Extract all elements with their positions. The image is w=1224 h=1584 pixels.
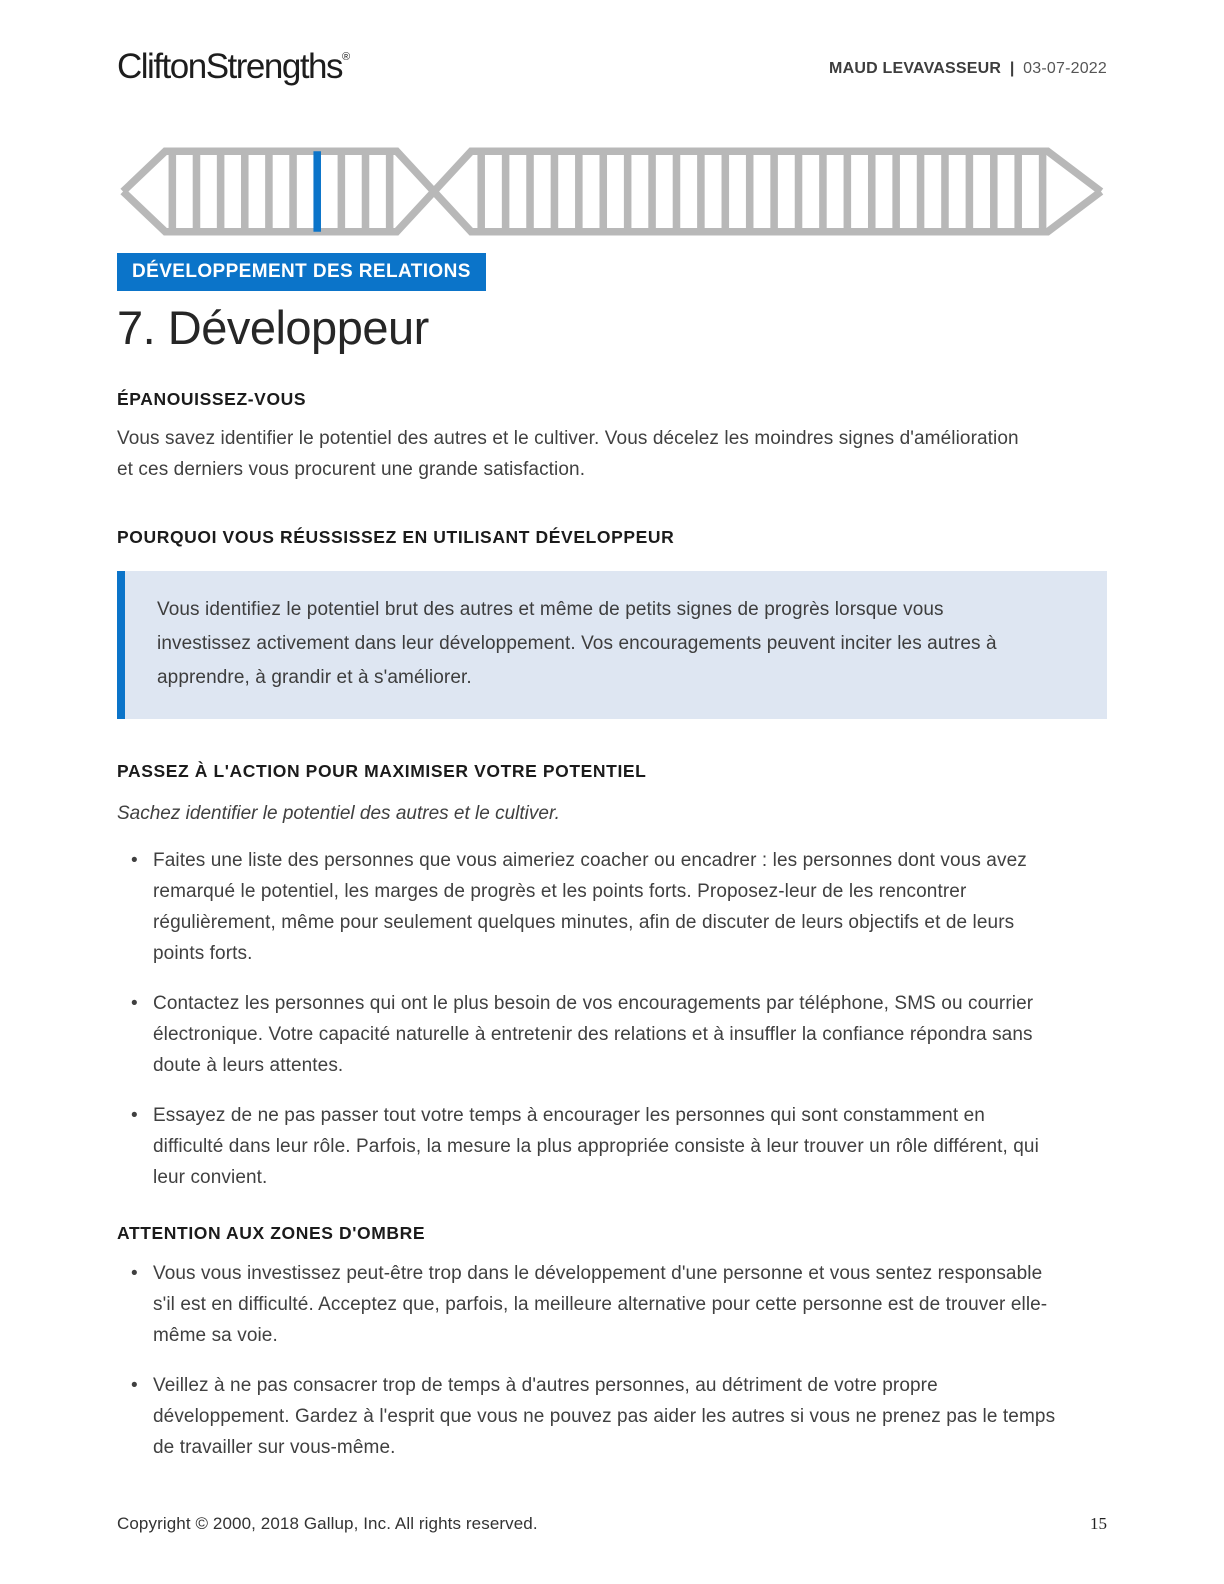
theme-title: 7. Développeur — [117, 300, 429, 354]
insight-quote-text: Vous identifiez le potentiel brut des autres et même de petits signes de progrès lorsque vous investissez activement dans leur développement. Vos encouragements peuvent inciter les autres à apprendre, à grandir et à s'améliorer. — [157, 598, 997, 688]
section-take-action — [117, 761, 1107, 1193]
thrive-heading: ÉPANOUISSEZ-VOUS — [117, 388, 307, 409]
copyright-text: Copyright © 2000, 2018 Gallup, Inc. All rights reserved. — [117, 1514, 538, 1533]
list-item: • Faites une liste des personnes que vous aimeriez coacher ou encadrer : les personnes dont vous avez remarqué le potentiel, les marges de progrès et les points forts. Proposez-leur de les rencontrer régulièrement, même pour seulement quelques minutes, afin de discuter de leurs objectifs et de leurs points forts. — [117, 845, 1057, 969]
list-item: • Contactez les personnes qui ont le plus besoin de vos encouragements par téléphone, SMS ou courrier électronique. Votre capacité naturelle à entretenir des relations et à insuffler la confiance répondra sans doute à leurs attentes. — [117, 988, 1057, 1081]
section-why-succeed — [117, 527, 1107, 719]
page-footer — [117, 1514, 1107, 1534]
section-thrive — [117, 389, 1107, 485]
blindspots-bullet-list — [117, 1258, 1107, 1463]
user-name: MAUD LEVAVASSEUR — [829, 60, 1002, 77]
meta-separator: | — [1009, 60, 1015, 77]
registered-trademark-symbol: ® — [342, 51, 351, 63]
logo-text: CliftonStrengths — [117, 47, 343, 86]
why-heading: POURQUOI VOUS RÉUSSISSEZ EN UTILISANT DÉVELOPPEUR — [117, 526, 675, 547]
strengths-ribbon-svg — [117, 143, 1107, 240]
list-item: • Essayez de ne pas passer tout votre temps à encourager les personnes qui sont constamment en difficulté dans leur rôle. Parfois, la mesure la plus appropriée consiste à leur trouver un rôle différent, qui leur convient. — [117, 1100, 1057, 1193]
list-item: • Vous vous investissez peut-être trop dans le développement d'une personne et vous sentez responsable s'il est en difficulté. Acceptez que, parfois, la meilleure alternative pour cette personne est de trouver elle-même sa voie. — [117, 1258, 1057, 1351]
strengths-ribbon — [117, 143, 1107, 240]
thrive-body: Vous savez identifier le potentiel des autres et le cultiver. Vous décelez les moindres signes d'amélioration et ces derniers vous procurent une grande satisfaction. — [117, 427, 1019, 480]
page-number: 15 — [1090, 1514, 1107, 1533]
report-meta — [829, 60, 1107, 78]
list-item: • Veillez à ne pas consacrer trop de temps à d'autres personnes, au détriment de votre propre développement. Gardez à l'esprit que vous ne pouvez pas aider les autres si vous ne prenez pas le temps de travailler sur vous-même. — [117, 1370, 1057, 1463]
action-bullet-list — [117, 845, 1107, 1193]
page-header — [117, 48, 1107, 87]
domain-badge: DÉVELOPPEMENT DES RELATIONS — [117, 253, 486, 291]
report-date: 03-07-2022 — [1023, 60, 1107, 77]
insight-quote-box — [117, 571, 1107, 719]
action-heading: PASSEZ À L'ACTION POUR MAXIMISER VOTRE POTENTIEL — [117, 760, 647, 781]
cliftonstrengths-logo — [117, 48, 350, 87]
action-intro: Sachez identifier le potentiel des autres et le cultiver. — [117, 802, 560, 824]
blindspots-heading: ATTENTION AUX ZONES D'OMBRE — [117, 1222, 426, 1243]
section-blindspots — [117, 1223, 1107, 1463]
